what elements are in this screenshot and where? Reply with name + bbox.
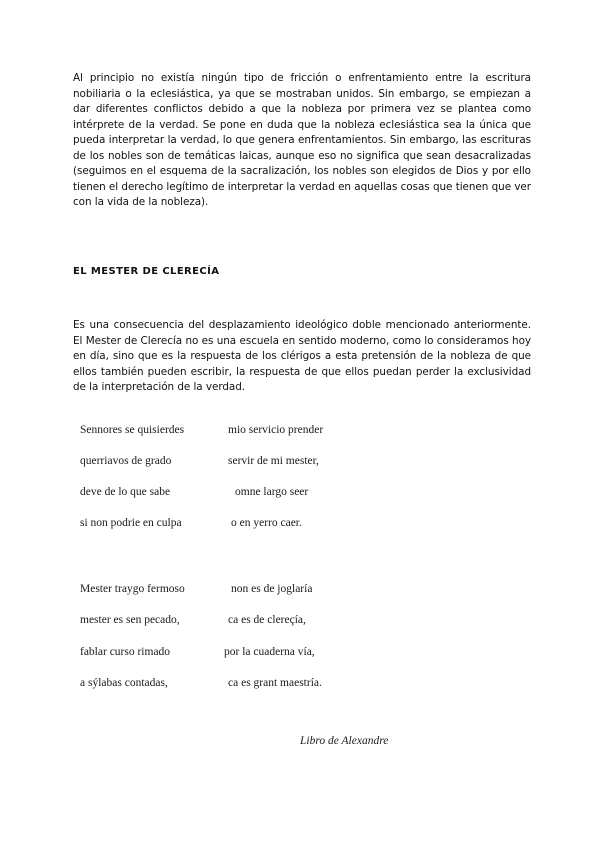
verse-second-hemistich: por la cuaderna vía, (224, 646, 315, 658)
verse-second-hemistich: ca es grant maestría. (228, 677, 322, 689)
poem-attribution: Libro de Alexandre (300, 735, 389, 747)
verse-first-hemistich: mester es sen pecado, (80, 614, 180, 626)
verse-second-hemistich: o en yerro caer. (231, 517, 302, 529)
verse-first-hemistich: fablar curso rimado (80, 646, 171, 658)
body-paragraph-1: Al principio no existía ningún tipo de fricción o enfrentamiento entre la escritura nobiliaria o la eclesiástica, ya que se mostraban unidos. Sin embargo, se empiezan a dar diferentes conflictos debido a que la nobleza por primera vez se plantea como intérprete de la verdad. Se pone en duda que la nobleza eclesiástica sea la única que pueda interpretar la verdad, lo que genera enfrentamientos. Sin embargo, las escrituras de los nobles son de temáticas laicas, aunque eso no significa que sean desacralizadas (seguimos en el esquema de la sacralización, los nobles son elegidos de Dios y por ello tienen el derecho legítimo de interpretar la verdad en aquellas cosas que tienen que ver con la vida de la nobleza). (73, 72, 531, 208)
verse-first-hemistich: a sýlabas contadas, (80, 677, 168, 689)
verse-first-hemistich: deve de lo que sabe (80, 486, 171, 498)
verse-second-hemistich: non es de joglaría (231, 583, 313, 595)
verse-first-hemistich: si non podrie en culpa (80, 517, 182, 529)
verse-second-hemistich: mio servicio prender (228, 424, 324, 436)
verse-first-hemistich: Mester traygo fermoso (80, 583, 185, 595)
body-paragraph-2: Es una consecuencia del desplazamiento ideológico doble mencionado anteriormente. El Mester de Clerecía no es una escuela en sentido moderno, como lo consideramos hoy en día, sino que es la respuesta de los clérigos a esta pretensión de la nobleza de que ellos también pueden escribir, la respuesta de que ellos puedan perder la exclusividad de la interpretación de la verdad. (73, 319, 531, 393)
verse-first-hemistich: Sennores se quisierdes (80, 424, 185, 436)
section-heading: EL MESTER DE CLERECÍA (73, 266, 220, 277)
verse-first-hemistich: querriavos de grado (80, 455, 172, 467)
verse-second-hemistich: omne largo seer (235, 486, 309, 498)
verse-second-hemistich: servir de mi mester, (228, 455, 319, 467)
verse-second-hemistich: ca es de clereçía, (228, 614, 306, 626)
